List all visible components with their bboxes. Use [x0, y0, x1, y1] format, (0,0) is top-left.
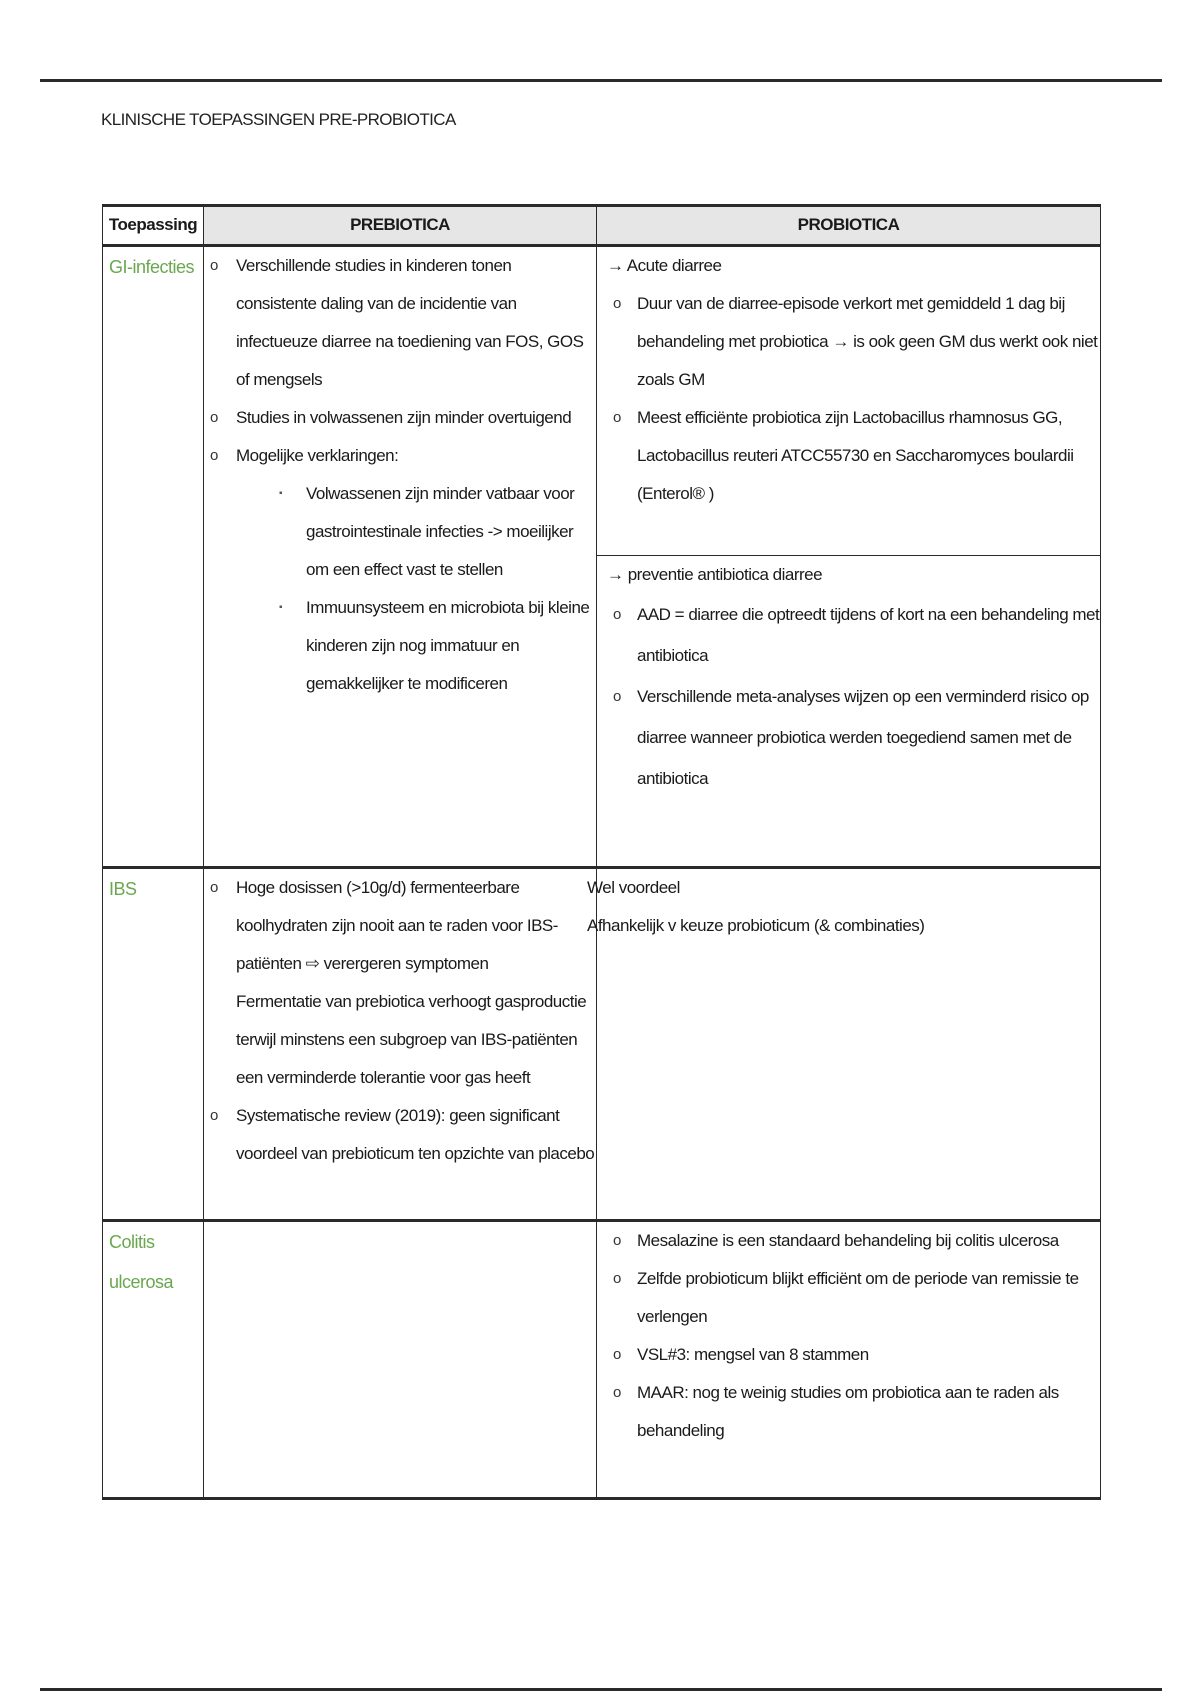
table-row-ibs	[103, 868, 1101, 1221]
aad-heading: → preventie antibiotica diarree	[607, 565, 823, 584]
colitis-prebiotica-cell	[204, 1221, 597, 1499]
page-title: KLINISCHE TOEPASSINGEN PRE-PROBIOTICA	[101, 110, 456, 129]
list-item-text: Mogelijke verklaringen:	[236, 446, 399, 465]
gi-prebiotica-cell	[204, 246, 597, 868]
label-colitis-ulcerosa: Colitis ulcerosa	[103, 1221, 204, 1499]
list-item: o Duur van de diarree-episode verkort met gemiddeld 1 dag bij behandeling met probiotica → is ook geen GM dus werkt ook niet zoals GM	[597, 285, 1100, 399]
list-item: o Verschillende meta-analyses wijzen op een verminderd risico op diarree wanneer probiotica werden toegediend samen met de antibiotica	[597, 676, 1100, 799]
label-ibs: IBS	[103, 868, 204, 1221]
label-gi-infecties: GI-infecties	[103, 246, 204, 868]
ibs-probiotica-cell	[587, 868, 1101, 1221]
sub-list-item: ▪ Volwassenen zijn minder vatbaar voor gastrointestinale infecties -> moeilijker om een effect vast te stellen	[236, 475, 596, 589]
header-probiotica: PROBIOTICA	[597, 206, 1101, 246]
aad-list	[597, 594, 1100, 799]
list-item: o VSL#3: mengsel van 8 stammen	[597, 1336, 1100, 1374]
list-item	[204, 437, 596, 703]
list-item: o AAD = diarree die optreedt tijdens of kort na een behandeling met antibiotica	[597, 594, 1100, 676]
list-item: o MAAR: nog te weinig studies om probiotica aan te raden als behandeling	[597, 1374, 1100, 1450]
list-item: o Meest efficiënte probiotica zijn Lactobacillus rhamnosus GG, Lactobacillus reuteri ATCC55730 en Saccharomyces boulardii (Enterol® )	[597, 399, 1100, 513]
list-item: o Systematische review (2019): geen significant voordeel van prebioticum ten opzichte van placebo	[204, 1097, 596, 1173]
gi-prebiotica-sublist	[236, 475, 596, 703]
ibs-probiotica-line: Afhankelijk v keuze probioticum (& combinaties)	[587, 916, 925, 935]
header-rule	[40, 79, 1162, 82]
acute-diarree-list	[597, 285, 1100, 513]
list-item: o Hoge dosissen (>10g/d) fermenteerbare koolhydraten zijn nooit aan te raden voor IBS-patiënten ⇨ verergeren symptomen	[204, 869, 596, 983]
table-row-gi-infecties	[103, 246, 1101, 556]
gi-probiotica-aad-cell	[597, 556, 1101, 868]
gi-probiotica-acute-cell	[597, 246, 1101, 556]
ibs-prebiotica-list	[204, 869, 596, 1173]
header-prebiotica: PREBIOTICA	[204, 206, 597, 246]
list-item: o Verschillende studies in kinderen tonen consistente daling van de incidentie van infectueuze diarree na toediening van FOS, GOS of mengsels	[204, 247, 596, 399]
list-item-continuation: Fermentatie van prebiotica verhoogt gasproductie terwijl minstens een subgroep van IBS-patiënten een verminderde tolerantie voor gas heeft	[236, 992, 587, 1087]
acute-diarree-heading: → Acute diarree	[607, 256, 722, 275]
applications-table	[102, 204, 1101, 1500]
table-row-colitis-ulcerosa	[103, 1221, 1101, 1499]
colitis-probiotica-list	[597, 1222, 1100, 1450]
table-header-row	[103, 206, 1101, 246]
footer-rule	[40, 1688, 1162, 1691]
header-toepassing: Toepassing	[103, 206, 204, 246]
list-item: o Mesalazine is een standaard behandeling bij colitis ulcerosa	[597, 1222, 1100, 1260]
list-item: o Zelfde probioticum blijkt efficiënt om de periode van remissie te verlengen	[597, 1260, 1100, 1336]
colitis-probiotica-cell	[597, 1221, 1101, 1499]
gi-prebiotica-list	[204, 247, 596, 703]
list-item: o Studies in volwassenen zijn minder overtuigend	[204, 399, 596, 437]
ibs-prebiotica-cell	[204, 868, 597, 1221]
ibs-probiotica-line: Wel voordeel	[587, 878, 680, 897]
sub-list-item: ▪ Immuunsysteem en microbiota bij kleine kinderen zijn nog immatuur en gemakkelijker te modificeren	[236, 589, 596, 703]
